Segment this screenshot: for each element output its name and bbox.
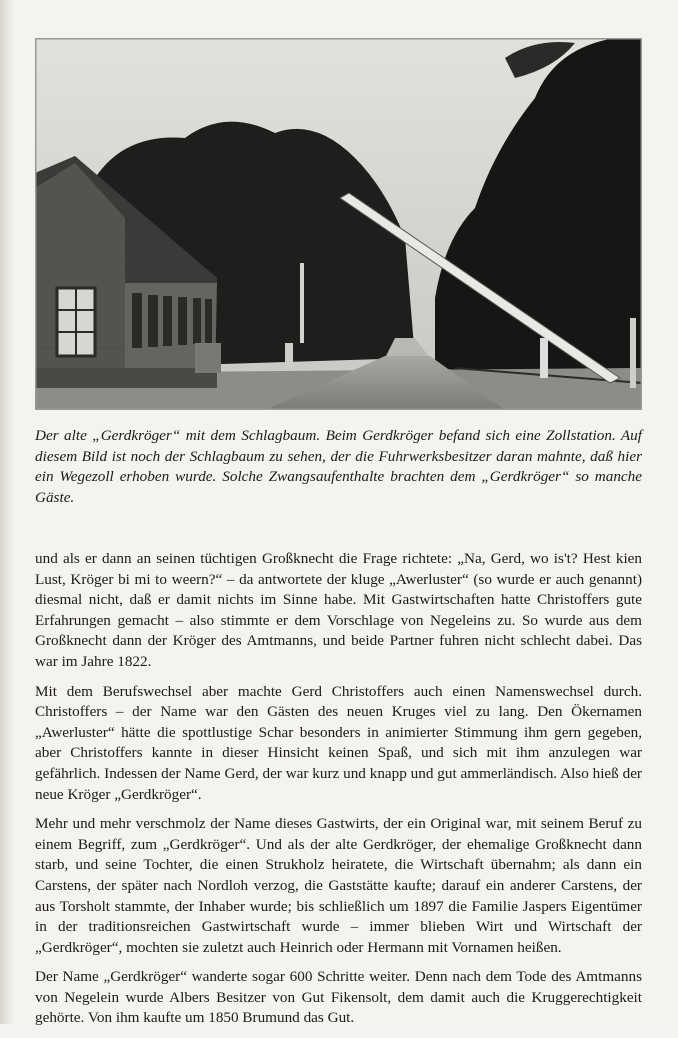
paragraph: Mehr und mehr verschmolz der Name dieses Gastwirts, der ein Original war, mit seinem Beruf zu einem Begriff, zum „Gerdkröger“. Und als der alte Gerdkröger, der ehemalige Großknecht dann starb, und seine Tochter, die einen Strukholz heiratete, die Wirtschaft übernahm; als dann ein Carstens, der später nach Nordloh verzog, die Gaststätte kaufte; darauf ein anderer Carstens, der aus Torsholt stammte, der Inhaber wurde; bis schließlich um 1897 die Familie Jaspers Eigentümer in der traditionsreichen Gastwirtschaft wurde – immer blieben Wirt und Wirtschaft der „Gerdkröger“, mochten sie zuletzt auch Heinrich oder Hermann mit Vornamen heißen. <box>35 815 642 956</box>
article-body <box>35 549 642 1038</box>
paragraph: Mit dem Berufswechsel aber machte Gerd Christoffers auch einen Namenswechsel durch. Christoffers – der Name war den Gästen des neuen Kruges viel zu lang. Den Ökernamen „Awerluster“ hätte die spottlustige Schar besonders in animierter Stimmung ihm gern gegeben, aber Christoffers kannte in dieser Hinsicht keinen Spaß, und sich mit ihm anzulegen war gefährlich. Indessen der Name Gerd, der war kurz und knapp und gut ammerländisch. Also hieß der neue Kröger „Gerdkröger“. <box>35 682 642 803</box>
historic-photo <box>35 38 642 410</box>
page-edge-shadow <box>0 0 14 1024</box>
photograph-image <box>35 38 642 410</box>
paragraph: und als er dann an seinen tüchtigen Großknecht die Frage richtete: „Na, Gerd, wo is't? Hest kien Lust, Kröger bi mi to weern?“ – da antwortete der kluge „Awerluster“ (so wurde er auch genannt) diesmal nicht, daß er damit nichts im Sinne habe. Mit Gastwirtschaften hatte Christoffers gute Erfahrungen gemacht – also stimmte er dem Vorschlage von Negeleins zu. So wurde aus dem Großknecht dann der Kröger des Amtmanns, und beide Partner fuhren nicht schlecht dabei. Das war im Jahre 1822. <box>35 550 642 670</box>
photo-caption: Der alte „Gerdkröger“ mit dem Schlagbaum. Beim Gerdkröger befand sich eine Zollstation. Auf diesem Bild ist noch der Schlagbaum zu sehen, der die Fuhrwerksbesitzer daran mahnte, daß hier ein Wegezoll erhoben wurde. Solche Zwangsaufenthalte brachten dem „Gerdkröger“ so manche Gäste. <box>35 427 642 506</box>
paragraph: Der Name „Gerdkröger“ wanderte sogar 600 Schritte weiter. Denn nach dem Tode des Amtmanns von Negelein wurde Albers Besitzer von Gut Fikensolt, dem damit auch die Kruggerechtigkeit gehörte. Von ihm kaufte um 1850 Brumund das Gut. <box>35 968 642 1027</box>
